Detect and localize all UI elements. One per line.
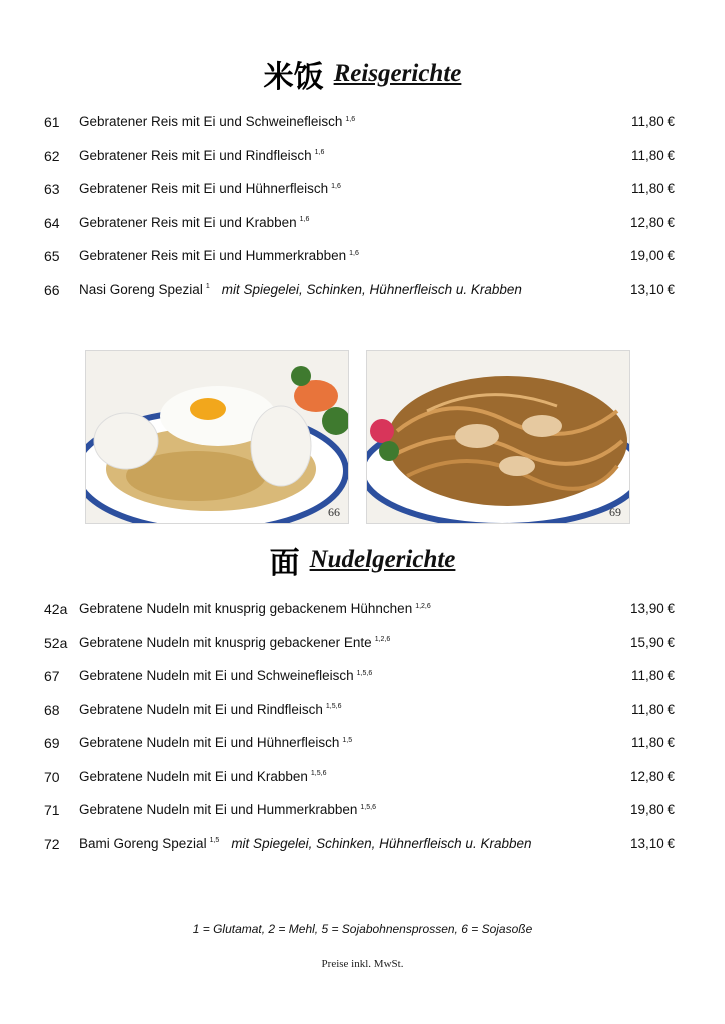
menu-item-price: 13,10 € [629,835,675,851]
noodle-german-title: Nudelgerichte [309,546,456,573]
fried-rice-illustration [86,351,348,523]
menu-item [0,146,725,168]
menu-item [0,179,725,201]
menu-item-name-group [79,215,309,230]
rice-chinese-title: 米饭 [263,60,324,95]
menu-item-allergens: 1,6 [331,182,341,190]
menu-item-price: 11,80 € [630,701,675,717]
menu-item-price: 12,80 € [629,214,675,230]
menu-item-price: 11,80 € [630,147,675,163]
menu-item-number: 52a [44,634,68,651]
menu-item-allergens: 1,6 [345,115,356,123]
menu-item-name-group [79,836,531,851]
menu-item [0,767,725,789]
menu-item-name: Gebratene Nudeln mit Ei und Hummerkrabben [79,802,358,817]
menu-item [0,666,725,688]
menu-item-name: Gebratener Reis mit Ei und Schweinefleisch [79,114,343,129]
menu-item [0,213,725,235]
fried-noodles-illustration [367,351,629,523]
menu-item-number: 67 [44,668,60,684]
photo-label-66: 66 [328,505,340,519]
menu-item-price: 11,80 € [630,181,675,196]
menu-item-number: 65 [44,248,60,264]
menu-item-name: Gebratene Nudeln mit knusprig gebackenem Hühnchen [79,601,413,616]
menu-item-name: Nasi Goreng Spezial [79,281,203,297]
menu-item-allergens: 1,5,6 [360,803,376,811]
menu-item-number: 64 [44,214,60,231]
rice-german-title: Reisgerichte [333,60,462,87]
menu-item-name-group [79,114,355,129]
menu-item-name-group [79,702,341,717]
photo-fried-noodles [366,350,630,524]
menu-item-allergens: 1,6 [299,216,310,223]
menu-item-description: mit Spiegelei, Schinken, Hühnerfleisch u. Krabben [231,835,532,851]
menu-item-name-group [79,148,324,163]
menu-item-name: Gebratener Reis mit Ei und Hummerkrabben [79,248,347,263]
menu-item-name-group [79,668,372,683]
menu-item-name-group [79,735,352,750]
tax-note: Preise inkl. MwSt. [321,958,404,970]
noodle-chinese-title: 面 [269,546,300,581]
menu-item-number: 68 [44,701,60,718]
menu-item-name-group [79,601,431,616]
menu-item-name-group [79,248,359,263]
menu-item [0,599,725,621]
allergen-footnote: 1 = Glutamat, 2 = Mehl, 5 = Sojabohnensprossen, 6 = Sojasoße [192,922,533,936]
menu-item-number: 42a [44,601,68,617]
menu-item-name-group [79,181,341,196]
menu-item-name: Gebratene Nudeln mit knusprig gebackener Ente [79,634,372,650]
menu-item-allergens: 1 [205,283,210,290]
menu-item-name-group [79,802,376,817]
menu-item-price: 11,80 € [630,114,675,129]
menu-item-number: 70 [44,768,60,785]
menu-item-allergens: 1,5,6 [325,703,342,710]
menu-item-number: 63 [44,181,60,197]
menu-item-price: 19,00 € [629,248,675,263]
menu-item-allergens: 1,2,6 [374,636,391,643]
menu-item-price: 11,80 € [630,668,675,683]
menu-item-name: Bami Goreng Spezial [79,835,207,851]
menu-item-allergens: 1,5,6 [356,669,373,677]
menu-item-allergens: 1,2,6 [415,602,431,610]
menu-item-name-group [79,635,390,650]
menu-item-number: 69 [44,735,60,751]
menu-item [0,733,725,755]
menu-item-price: 15,90 € [629,634,675,650]
menu-item [0,280,725,302]
menu-item-name: Gebratene Nudeln mit Ei und Krabben [79,768,308,784]
photo-fried-rice [85,350,349,524]
menu-item-number: 66 [44,281,60,298]
menu-item-number: 62 [44,147,60,164]
menu-item-name-group [79,282,522,297]
menu-item-name: Gebratene Nudeln mit Ei und Rindfleisch [79,701,323,717]
menu-item [0,633,725,655]
menu-item-name: Gebratene Nudeln mit Ei und Schweinefleisch [79,668,354,683]
menu-item-description: mit Spiegelei, Schinken, Hühnerfleisch u. Krabben [221,281,522,297]
menu-item-allergens: 1,6 [349,249,359,257]
menu-item-price: 19,80 € [629,802,675,817]
rice-section-title [0,52,725,96]
menu-item-number: 71 [44,802,60,818]
menu-item-number: 61 [44,114,60,130]
menu-item-name: Gebratene Nudeln mit Ei und Hühnerfleisch [79,735,340,750]
photo-label-69: 69 [609,505,621,519]
menu-item-number: 72 [44,835,60,852]
menu-item-name: Gebratener Reis mit Ei und Krabben [79,214,297,230]
noodle-section-title [0,538,725,582]
menu-item-name-group [79,769,326,784]
menu-item-name: Gebratener Reis mit Ei und Rindfleisch [79,147,312,163]
menu-item-allergens: 1,5 [209,837,220,844]
menu-item-price: 13,90 € [629,601,675,616]
menu-item-price: 13,10 € [629,281,675,297]
menu-item [0,112,725,134]
menu-item-price: 12,80 € [629,768,675,784]
menu-item [0,246,725,268]
menu-item-allergens: 1,5,6 [310,770,327,777]
menu-item [0,834,725,856]
menu-item-allergens: 1,5 [342,736,353,744]
menu-item [0,700,725,722]
menu-item-price: 11,80 € [630,735,675,750]
menu-item-allergens: 1,6 [314,149,325,156]
menu-item [0,800,725,822]
menu-item-name: Gebratener Reis mit Ei und Hühnerfleisch [79,181,329,196]
